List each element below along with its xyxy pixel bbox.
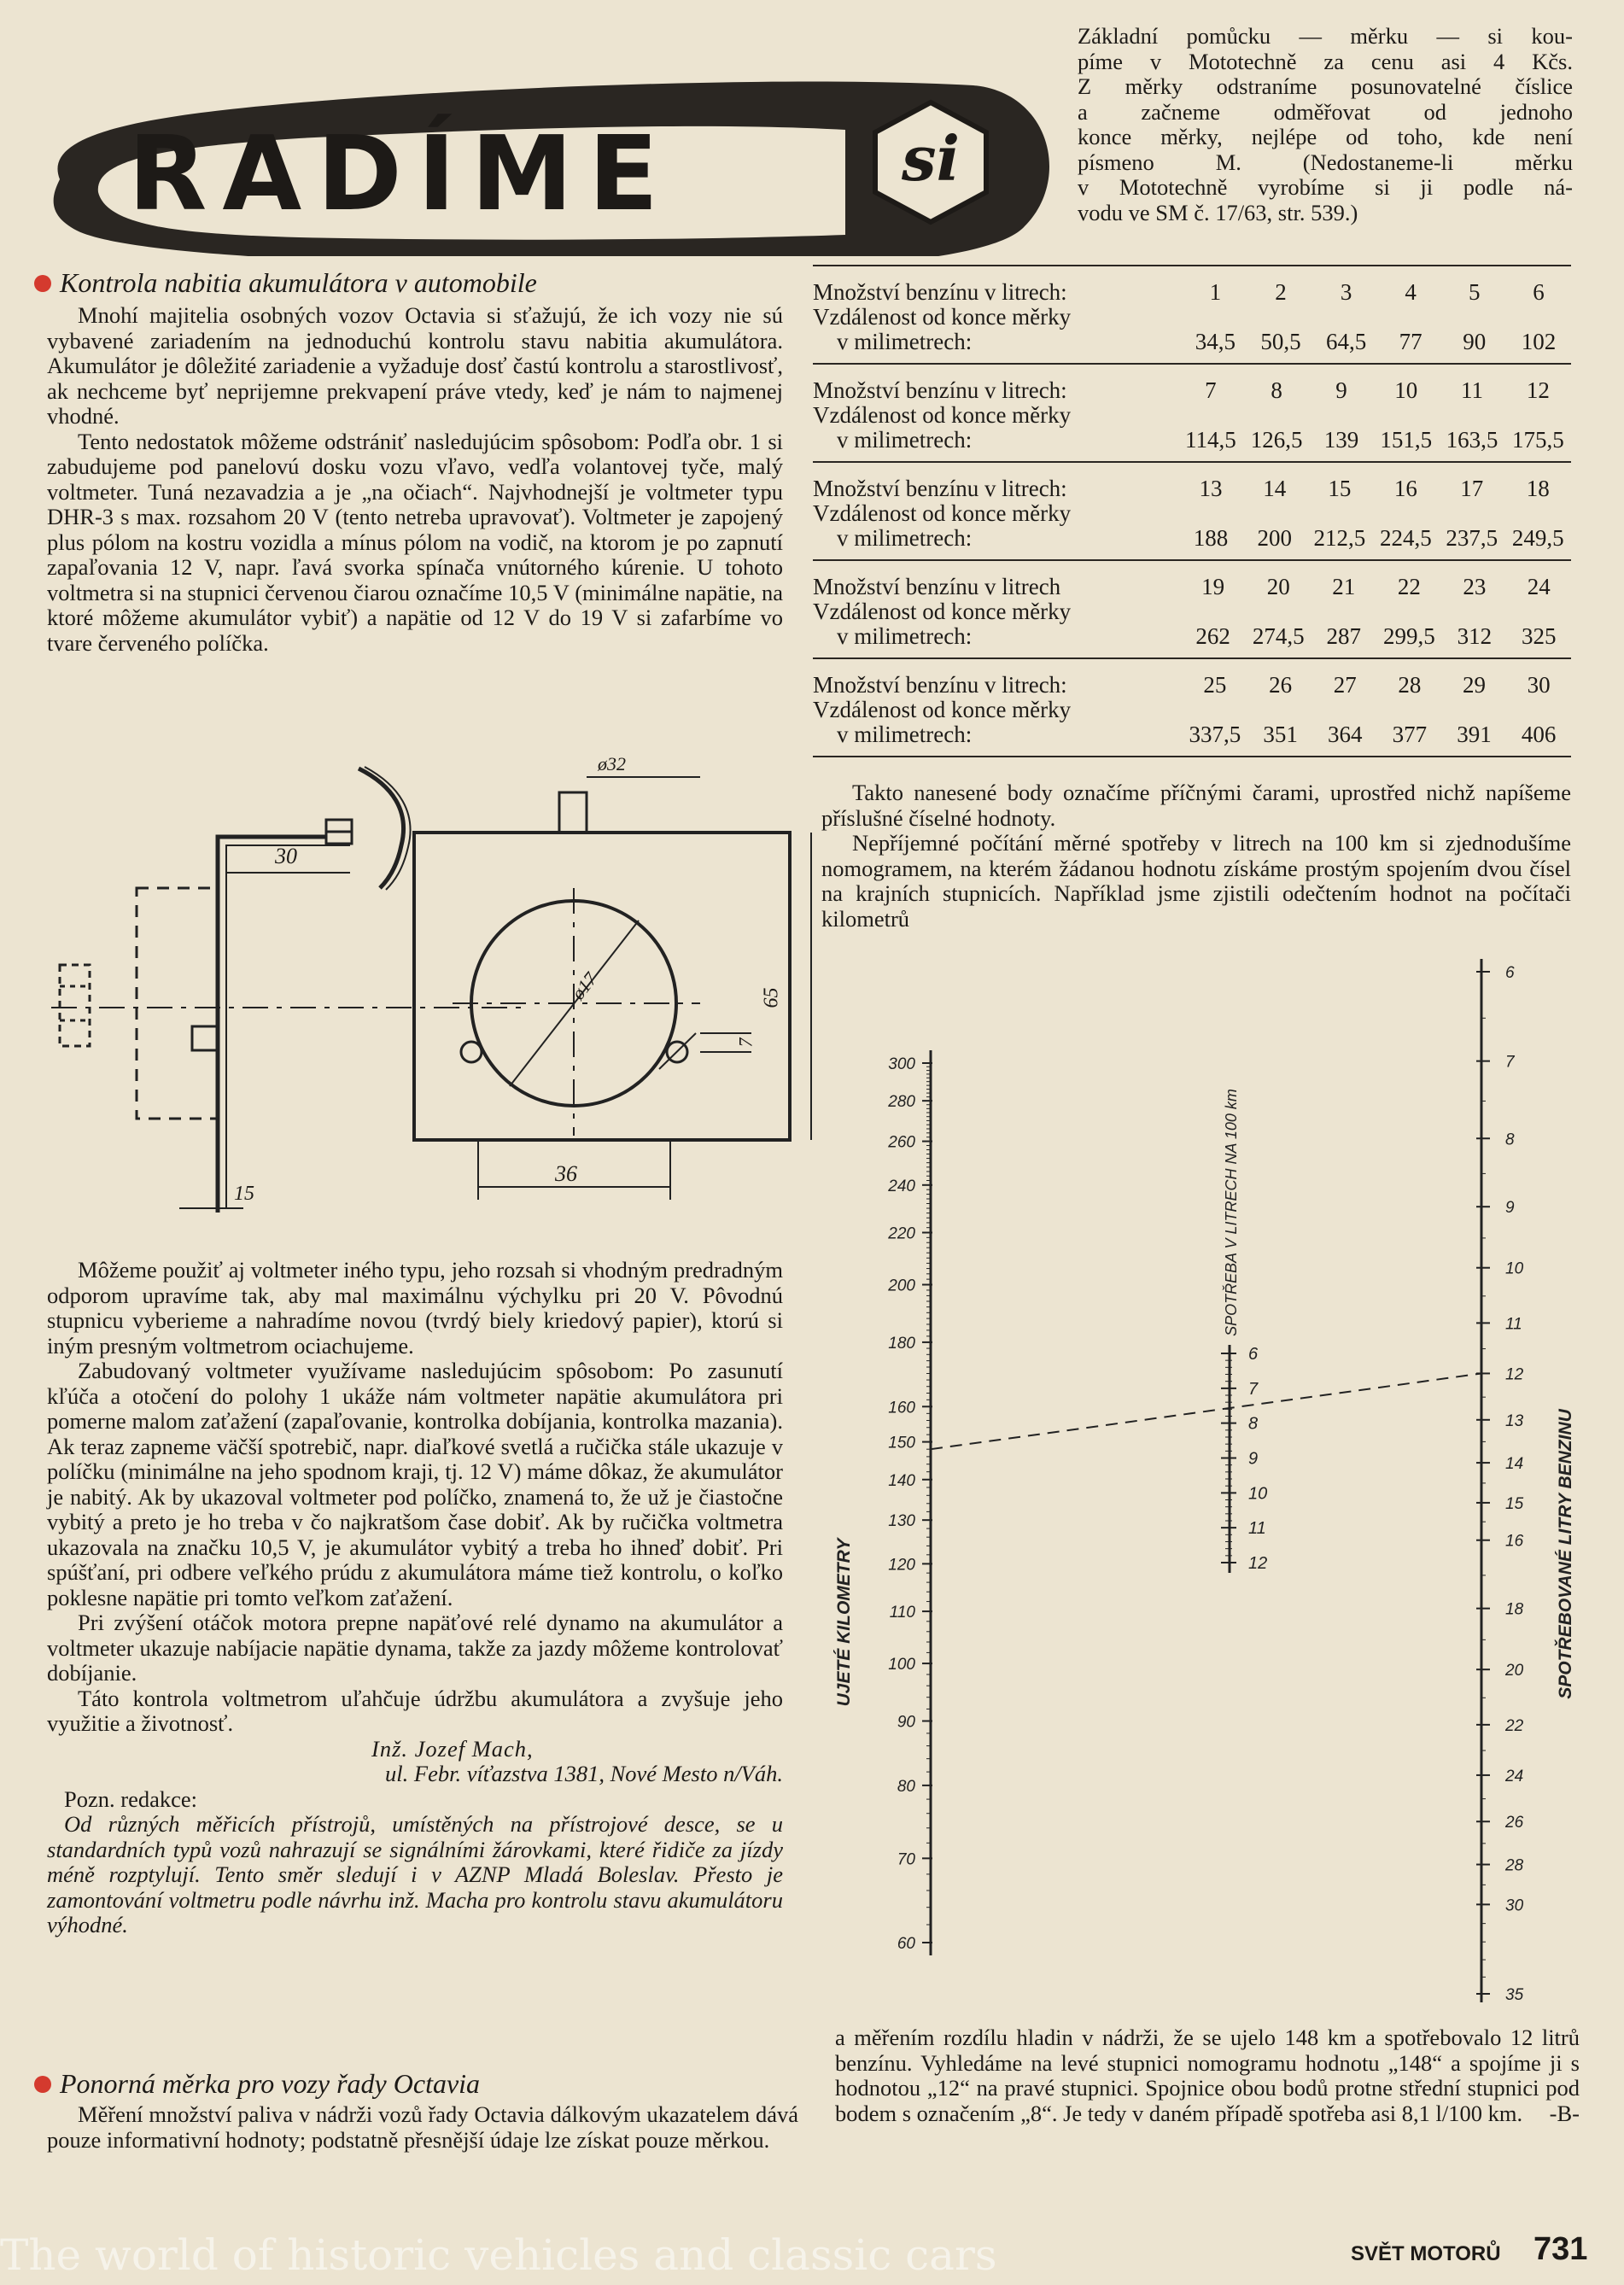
right-scale-tick-label: 22 — [1505, 1716, 1524, 1735]
middle-scale-tick-label: 6 — [1248, 1345, 1259, 1364]
table-label: Vzdálenost od konce měrky — [813, 599, 1072, 624]
intro-line: v Mototechně vyrobíme si ji podle ná- — [1078, 174, 1573, 200]
right-scale-label: SPOTŘEBOVANÉ LITRY BENZINU — [1556, 1409, 1575, 1699]
left-scale-tick-label: 200 — [888, 1277, 915, 1295]
nomogram — [820, 956, 1588, 2015]
right-scale-tick-label: 10 — [1505, 1259, 1524, 1278]
left-scale-tick-label: 160 — [888, 1399, 915, 1417]
table-block — [813, 559, 1571, 657]
radime-title: RADÍME — [128, 115, 674, 234]
table-cell: 11 — [1461, 377, 1484, 403]
table-cell: 7 — [1205, 377, 1217, 403]
table-cell: 299,5 — [1382, 623, 1435, 649]
table-label: Množství benzínu v litrech: — [813, 476, 1067, 501]
table-label: v milimetrech: — [837, 329, 973, 354]
table-cell: 224,5 — [1379, 525, 1432, 551]
article1-paragraph: Tento nedostatok môžeme odstrániť nasledujúcim spôsobom: Podľa obr. 1 si zabudujeme pod panelovú dosku vozu vľavo, vedľa volantovej tyče, malý voltmeter. Tuná nezavadzia a je „na očiach“. Najvhodnejší je voltmeter typu DHR-3 s max. rozsahom 20 V (tento netreba upravovať). Voltmeter je zapojený plus pólom na kostru vozidla a mínus pólom na vodič, na ktorom je po zapnutí zapaľovania 12 V, napr. ľavá svorka spínača vnútorného kúrenie. U tohoto voltmetra si na stupnici červenou čiarou označíme 10,5 V (minimálne napätie, na ktoré môžeme akumulátor vybiť) a napätie od 12 V do 19 V si zafarbíme vo tvare červeného políčka. — [47, 428, 783, 656]
table-cell: 29 — [1463, 672, 1487, 698]
table-cell: 50,5 — [1260, 329, 1301, 354]
right-scale-tick-label: 14 — [1505, 1455, 1524, 1474]
right-scale-tick-label: 18 — [1505, 1600, 1524, 1619]
table-cell: 337,5 — [1189, 722, 1241, 747]
table-cell: 22 — [1397, 574, 1421, 599]
article1-paragraph: Mnohí majitelia osobných vozov Octavia si sťažujú, že ich vozy nie sú vybavené zariadením na jednoduchú kontrolu stavu nabitia akumulátora. Akumulátor je dôležité zariadenie a vyžaduje dosť častú kontrolu a starostlivosť, ak nechceme byť neprijemne prekvapení práve vtedy, keď je nám to najmenej vhodné. — [47, 302, 783, 429]
right-scale-tick-label: 9 — [1505, 1199, 1515, 1218]
table-label: Množství benzínu v litrech: — [813, 279, 1067, 305]
table-block — [813, 265, 1571, 363]
table-block — [813, 363, 1571, 461]
article1-paragraph: Môžeme použiť aj voltmeter iného typu, jeho rozsah si vhodným predradným odporom upravíme tak, aby mal maximálnu výchylku pri 20 V. Pôvodnú stupnicu vyberieme a nahradíme novou (tvrdý biely kriedový papier), ktorú si iným presným voltmetrom ociachujeme. — [47, 1257, 783, 1359]
table-cell: 312 — [1457, 623, 1493, 649]
table-label: Vzdálenost od konce měrky — [813, 402, 1072, 428]
table-cell: 24 — [1527, 574, 1551, 599]
article1-body — [47, 303, 783, 656]
signature: -B- — [1549, 2101, 1580, 2126]
right-scale-tick-label: 26 — [1505, 1814, 1524, 1832]
right-scale-tick-label: 6 — [1505, 964, 1515, 982]
table-cell: 19 — [1201, 574, 1225, 599]
table-cell: 9 — [1335, 377, 1347, 403]
right-scale-tick-label: 12 — [1505, 1365, 1524, 1384]
logo-badge — [867, 98, 995, 226]
table-cell: 26 — [1269, 672, 1293, 698]
table-label: Množství benzínu v litrech: — [813, 672, 1067, 698]
middle-scale-tick-label: 11 — [1248, 1519, 1266, 1539]
left-scale-tick-label: 60 — [897, 1935, 915, 1953]
dim-65: 65 — [760, 987, 783, 1008]
dim-7: 7 — [734, 1037, 757, 1048]
right-body-bottom — [835, 2025, 1580, 2127]
table-cell: 139 — [1323, 427, 1359, 453]
table-cell: 274,5 — [1252, 623, 1305, 649]
table-label: Vzdálenost od konce měrky — [813, 304, 1072, 330]
left-scale-tick-label: 140 — [888, 1471, 915, 1490]
table-cell: 1 — [1209, 279, 1222, 305]
red-bullet-icon — [34, 275, 51, 292]
left-scale-tick-label: 130 — [888, 1512, 915, 1531]
intro-line: Základní pomůcku — měrku — si kou- — [1078, 23, 1573, 49]
left-scale-tick-label: 300 — [888, 1055, 915, 1073]
right-paragraph: a měřením rozdílu hladin v nádrži, že se ujelo 148 km a spotřebovalo 12 litrů benzínu. Vyhledáme na levé stupnici nomogramu hodnotu „148“ a spojíme ji s hodnotou „12“ na pravé stupnici. Spojnice obou bodů protne střední stupnici pod bodem s označením „8“. Je tedy v daném případě spotřeba asi 8,1 l/100 km. — [835, 2025, 1580, 2126]
table-cell: 25 — [1203, 672, 1227, 698]
article1-address: ul. Febr. víťazstva 1381, Nové Mesto n/Váh. — [385, 1761, 783, 1786]
right-scale-tick-label: 15 — [1505, 1494, 1524, 1513]
table-block — [813, 461, 1571, 559]
dim-pin-diameter: ø32 — [598, 753, 626, 774]
right-scale-tick-label: 20 — [1505, 1662, 1524, 1680]
table-cell: 262 — [1195, 623, 1230, 649]
dim-15: 15 — [234, 1183, 254, 1205]
middle-scale-tick-label: 12 — [1248, 1554, 1268, 1573]
table-cell: 16 — [1393, 476, 1417, 501]
intro-line: písmeno M. (Nedostaneme-li měrku — [1078, 149, 1573, 175]
table-cell: 406 — [1521, 722, 1557, 747]
table-cell: 2 — [1275, 279, 1287, 305]
table-label: Vzdálenost od konce měrky — [813, 500, 1072, 526]
table-cell: 27 — [1333, 672, 1357, 698]
table-cell: 64,5 — [1325, 329, 1367, 354]
table-cell: 212,5 — [1313, 525, 1366, 551]
right-paragraph: Nepříjemné počítání měrné spotřeby v litrech na 100 km si zjednodušíme nomogramem, na kterém žádanou hodnotu získáme prostým spojením dvou čísel na krajních stupnicích. Například jsme zjistili odečtením hodnot na počítači kilometrů — [821, 830, 1571, 932]
table-cell: 13 — [1199, 476, 1223, 501]
table-label: Vzdálenost od konce měrky — [813, 697, 1072, 722]
article2-heading — [34, 2068, 480, 2099]
middle-scale-tick-label: 9 — [1248, 1449, 1259, 1469]
example-connecting-line — [931, 1373, 1481, 1449]
table-cell: 175,5 — [1511, 427, 1564, 453]
table-cell: 200 — [1257, 525, 1293, 551]
table-cell: 12 — [1526, 377, 1550, 403]
table-label: Množství benzínu v litrech — [813, 574, 1061, 599]
middle-scale-label: SPOTŘEBA V LITRECH NA 100 km — [1223, 1089, 1240, 1336]
article1-paragraph: Táto kontrola voltmetrom uľahčuje údržbu akumulátora a zvyšuje jeho využitie a životnosť. — [47, 1685, 783, 1736]
radime-logo — [26, 51, 1050, 256]
article2-paragraph: Měření množství paliva v nádrži vozů řady Octavia dálkovým ukazatelem dává pouze informativní hodnoty; podstatně přesnější údaje lze získat pouze měrkou. — [47, 2101, 798, 2153]
table-cell: 163,5 — [1446, 427, 1498, 453]
right-scale-tick-label: 11 — [1505, 1315, 1522, 1334]
badge-text: si — [902, 122, 960, 195]
table-label: v milimetrech: — [837, 525, 973, 551]
table-cell: 20 — [1266, 574, 1290, 599]
table-cell: 391 — [1457, 722, 1492, 747]
table-block — [813, 657, 1571, 757]
right-scale-tick-label: 28 — [1505, 1856, 1524, 1875]
table-cell: 351 — [1263, 722, 1298, 747]
table-label: v milimetrech: — [837, 722, 973, 747]
intro-line: konce měrky, nejlépe od toho, kde není — [1078, 124, 1573, 149]
article1-paragraph: Pri zvýšení otáčok motora prepne napäťové relé dynamo na akumulátor a voltmeter ukazuje nabíjacie napätie dynama, takže za jazdy môžeme kontrolovať dobíjanie. — [47, 1610, 783, 1686]
article1-title: Kontrola nabitia akumulátora v automobile — [60, 267, 537, 298]
right-scale-tick-label: 16 — [1505, 1532, 1524, 1551]
table-cell: 17 — [1460, 476, 1484, 501]
table-cell: 8 — [1271, 377, 1282, 403]
table-cell: 15 — [1328, 476, 1352, 501]
right-paragraph: Takto nanesené body označíme příčnými čarami, uprostřed nichž napíšeme příslušné číselné hodnoty. — [821, 780, 1571, 831]
table-cell: 287 — [1326, 623, 1362, 649]
table-cell: 102 — [1521, 329, 1557, 354]
table-cell: 18 — [1526, 476, 1550, 501]
right-scale-tick-label: 30 — [1505, 1896, 1524, 1915]
right-scale-tick-label: 35 — [1505, 1986, 1524, 2004]
table-cell: 237,5 — [1446, 525, 1498, 551]
left-scale-tick-label: 100 — [888, 1656, 915, 1674]
right-body — [821, 780, 1571, 932]
table-cell: 188 — [1193, 525, 1229, 551]
table-cell: 14 — [1263, 476, 1287, 501]
table-label: v milimetrech: — [837, 427, 973, 453]
left-scale-tick-label: 280 — [888, 1093, 915, 1112]
middle-scale-tick-label: 8 — [1248, 1414, 1259, 1434]
article1-author: Inž. Jozef Mach, — [371, 1735, 534, 1762]
left-scale-tick-label: 180 — [888, 1334, 915, 1353]
note-text: Od různých měřicích přístrojů, umístěných na přístrojové desce, se u standardních typů vozů nahrazují se signálními žárovkami, které řidiče za jízdy méně rozptylují. Tento směr sledují i v AZNP Mladá Boleslav. Přesto je zamontování voltmetru podle návrhu inž. Macha pro kontrolu stavu akumulátoru výhodné. — [47, 1811, 783, 1937]
table-cell: 5 — [1468, 279, 1481, 305]
table-cell: 114,5 — [1185, 427, 1236, 453]
table-cell: 90 — [1463, 329, 1487, 354]
left-scale-tick-label: 70 — [897, 1850, 915, 1869]
table-cell: 325 — [1522, 623, 1557, 649]
watermark: The world of historic vehicles and classic cars — [0, 2230, 997, 2280]
table-cell: 21 — [1332, 574, 1356, 599]
intro-text — [1078, 24, 1573, 225]
article1-paragraph: Zabudovaný voltmeter využívame nasledujúcim spôsobom: Po zasunutí kľúča a otočení do polohy 1 ukáže nám voltmeter napätie akumulátora pri pomerne malom zaťažení (zapaľovanie, kontrolka dobíjania, kontrolka mazania). Ak teraz zapneme väčší spotrebič, napr. diaľkové svetlá a ručička stále ukazuje v políčku (minimálne na jeho spodnom kraji, tj. 12 V) máme dôkaz, že akumulátor je nabitý. Ak by ukazoval voltmeter pod políčko, znamená to, že už je čiastočne vybitý a preto je ho treba v čo najkratšom čase dobiť. Ak by ručička voltmetra ukazovala na značku 10,5 V, je akumulátor vybitý a treba ho ihneď dobiť. Pri spúšťaní, pri odbere veľkého prúdu z akumulátora máme tiež kontrolu, o koľko poklesne napätie pri tomto veľkom zaťažení. — [47, 1358, 783, 1610]
table-label: Množství benzínu v litrech: — [813, 377, 1067, 403]
table-cell: 151,5 — [1380, 427, 1433, 453]
table-cell: 34,5 — [1195, 329, 1236, 354]
right-scale-tick-label: 13 — [1505, 1411, 1524, 1430]
left-scale-tick-label: 110 — [889, 1604, 915, 1622]
intro-line: píme v Mototechně za cenu asi 4 Kčs. — [1078, 48, 1573, 74]
dipstick-table — [813, 265, 1571, 757]
left-scale-tick-label: 220 — [888, 1224, 915, 1243]
article1-heading — [34, 267, 537, 298]
page-number: 731 — [1533, 2231, 1588, 2267]
right-scale-tick-label: 8 — [1505, 1131, 1515, 1149]
dim-30: 30 — [275, 844, 297, 868]
table-cell: 126,5 — [1250, 427, 1303, 453]
intro-line: Z měrky odstraníme posunovatelné číslice — [1078, 73, 1573, 99]
left-scale-tick-label: 260 — [888, 1133, 915, 1152]
right-scale-tick-label: 7 — [1505, 1053, 1515, 1072]
middle-scale-tick-label: 7 — [1248, 1379, 1259, 1399]
table-cell: 6 — [1533, 279, 1545, 305]
technical-drawing — [51, 751, 820, 1213]
table-cell: 28 — [1398, 672, 1422, 698]
table-cell: 23 — [1463, 574, 1487, 599]
article2-body — [47, 2102, 798, 2153]
left-scale-tick-label: 80 — [897, 1777, 915, 1796]
article1-body-continued — [47, 1258, 783, 1938]
left-scale-label: UJETÉ KILOMETRY — [834, 1538, 854, 1707]
table-cell: 377 — [1392, 722, 1428, 747]
table-label: v milimetrech: — [837, 623, 973, 649]
red-bullet-icon — [34, 2076, 51, 2093]
table-cell: 77 — [1399, 329, 1422, 354]
note-label: Pozn. redakce: — [64, 1785, 197, 1812]
footer-magazine: SVĚT MOTORŮ — [1351, 2242, 1501, 2265]
right-scale-tick-label: 24 — [1505, 1767, 1524, 1785]
intro-line: a začneme odměřovat od jednoho — [1078, 98, 1573, 125]
left-scale-tick-label: 120 — [888, 1556, 915, 1575]
dim-36: 36 — [555, 1161, 577, 1186]
table-cell: 10 — [1394, 377, 1418, 403]
left-scale-tick-label: 90 — [897, 1713, 915, 1732]
dim-hole-diameter: ø17 — [567, 967, 602, 1004]
table-cell: 30 — [1527, 672, 1551, 698]
table-cell: 4 — [1405, 279, 1417, 305]
table-cell: 249,5 — [1511, 525, 1564, 551]
intro-line: vodu ve SM č. 17/63, str. 539.) — [1078, 199, 1358, 225]
article2-title: Ponorná měrka pro vozy řady Octavia — [60, 2068, 481, 2099]
left-scale-tick-label: 240 — [888, 1177, 915, 1195]
table-cell: 364 — [1327, 722, 1363, 747]
middle-scale-tick-label: 10 — [1248, 1484, 1268, 1504]
left-scale-tick-label: 150 — [888, 1434, 915, 1452]
table-cell: 3 — [1340, 279, 1352, 305]
